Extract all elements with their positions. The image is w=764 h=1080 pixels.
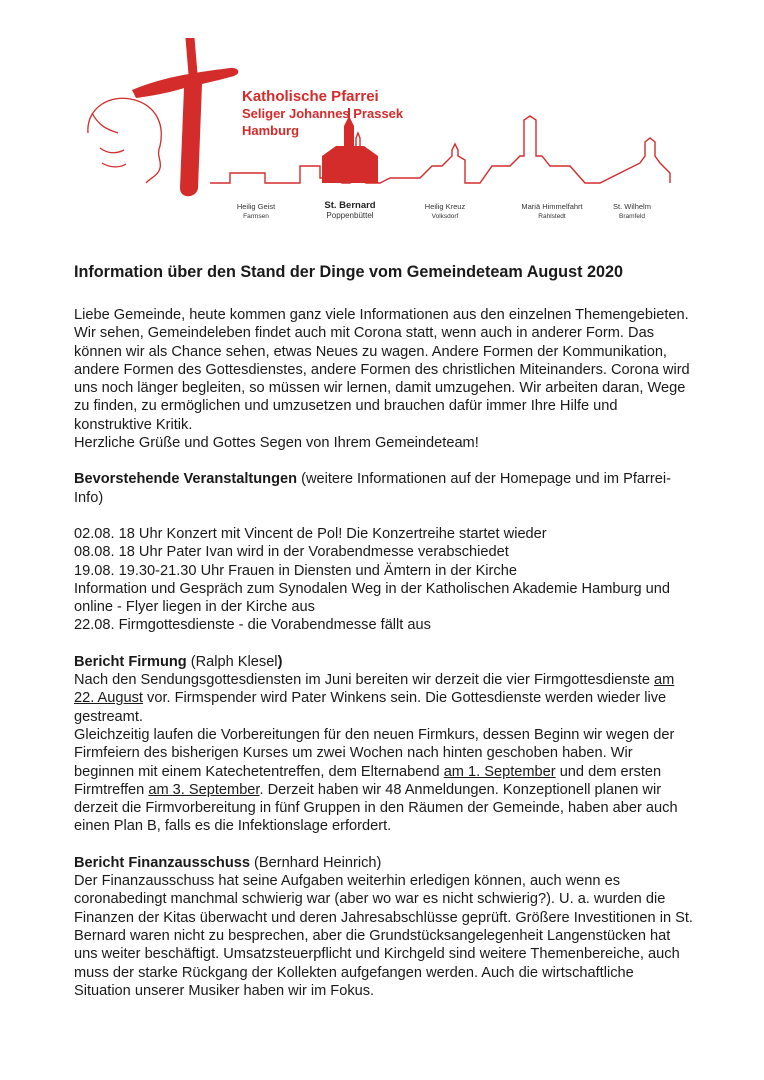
place-district: Poppenbüttel	[326, 211, 374, 220]
place-mariae-himmelfahrt	[508, 202, 596, 222]
firmung-paragraph-1	[74, 671, 694, 726]
parish-logo	[80, 38, 680, 238]
place-name: St. Wilhelm	[613, 202, 651, 211]
event-item: 02.08. 18 Uhr Konzert mit Vincent de Pol! Die Konzertreihe startet wieder	[74, 525, 547, 542]
place-name: Heilig Kreuz	[424, 202, 466, 211]
place-name: Mariä Himmelfahrt	[521, 202, 583, 211]
date-underlined: am 1. September	[443, 763, 556, 780]
document-title: Information über den Stand der Dinge vom Gemeindeteam August 2020	[74, 263, 623, 281]
finanz-paragraph: Der Finanzausschuss hat seine Aufgaben weiterhin erledigen können, auch wenn es coronabedingt manchmal schwierig war (aber wo war es nicht schwierig?). U. a. wurden die Finanzen der Kitas überwacht und deren Jahresabschlüsse geprüft. Größere Investitionen in St. Bernard waren nicht zu besprechen, aber die Grundstücksangelegenheit Langenstücken hat uns weiter beschäftigt. Umsatzsteuerpflicht und Kirchgeld sind weitere Themenbereiche, auch muss der starke Rückgang der Kollekten aufgefangen werden. Auch die wirtschaftliche Situation unserer Musiker haben wir im Fokus.	[74, 873, 693, 999]
parish-name-line3: Hamburg	[242, 123, 300, 138]
place-heilig-geist	[226, 202, 286, 222]
parish-name-line2: Seliger Johannes Prassek	[242, 106, 404, 121]
text-run: und dem ersten Firmtreffen	[74, 763, 662, 798]
place-district: Rahlstedt	[538, 213, 566, 220]
events-list	[74, 525, 694, 635]
firmung-heading: Bericht Firmung	[74, 653, 187, 670]
place-st-wilhelm	[600, 202, 664, 222]
document-body	[74, 262, 694, 1000]
parish-name-line1: Katholische Pfarrei	[242, 88, 379, 105]
text-run: Nach den Sendungsgottesdiensten im Juni bereiten wir derzeit die vier Firmgottesdienste	[74, 672, 655, 689]
intro-paragraph: Liebe Gemeinde, heute kommen ganz viele Informationen aus den einzelnen Themengebieten. Wir sehen, Gemeindeleben findet auch mit Corona statt, wenn auch in anderer Form. Das können wir als Chance sehen, etwas Neues zu wagen. Andere Formen der Kommunikation, andere Formen des Gottesdienstes, andere Formen des christlichen Miteinanders. Corona wird uns noch länger begleiten, so müssen wir lernen, damit umzugehen. Wir arbeiten daran, Wege zu finden, zu ermöglichen und umzusetzen und brauchen dafür immer Ihre Hilfe und konstruktive Kritik.	[74, 307, 690, 433]
place-district: Bramfeld	[618, 213, 645, 220]
date-underlined: am 3. September	[148, 781, 260, 798]
firmung-paragraph-2	[74, 726, 694, 836]
finanz-section-heading	[74, 854, 694, 872]
place-name: St. Bernard	[324, 200, 376, 211]
firmung-author: (Ralph Klesel	[186, 653, 278, 670]
events-note: (weitere Informationen auf der Homepage und im Pfarrei-Info)	[74, 471, 671, 506]
events-heading: Bevorstehende Veranstaltungen	[74, 471, 298, 488]
place-district: Volksdorf	[431, 213, 459, 220]
finanz-author: (Bernhard Heinrich)	[250, 854, 382, 871]
text-run: . Derzeit haben wir 48 Anmeldungen. Konzeptionell planen wir derzeit die Firmvorbereitung in fünf Gruppen in den Räumen der Gemeinde, haben aber auch einen Plan B, falls es die Infektionslage erfordert.	[74, 781, 678, 835]
firmung-author-close: )	[277, 653, 283, 670]
event-item: 19.08. 19.30-21.30 Uhr Frauen in Diensten und Ämtern in der Kirche	[74, 562, 517, 579]
parish-name	[242, 88, 403, 139]
place-heilig-kreuz	[413, 202, 477, 222]
greeting: Herzliche Grüße und Gottes Segen von Ihrem Gemeindeteam!	[74, 435, 479, 452]
place-st-bernard	[312, 201, 388, 221]
event-item: 22.08. Firmgottesdienste - die Vorabendmesse fällt aus	[74, 617, 431, 634]
event-item: Information und Gespräch zum Synodalen Weg in der Katholischen Akademie Hamburg und online - Flyer liegen in der Kirche aus	[74, 580, 670, 616]
event-item: 08.08. 18 Uhr Pater Ivan wird in der Vorabendmesse verabschiedet	[74, 544, 509, 561]
text-run: Gleichzeitig laufen die Vorbereitungen für den neuen Firmkurs, dessen Beginn wir wegen der Firmfeiern des bisherigen Kurses um zwei Wochen nach hinten geschoben haben. Wir beginnen mit einem Katechetentreffen, dem Elternabend	[74, 726, 675, 780]
place-district: Farmsen	[243, 213, 269, 220]
place-name: Heilig Geist	[236, 202, 276, 211]
firmung-section-heading	[74, 653, 694, 671]
text-run: vor. Firmspender wird Pater Winkens sein. Die Gottesdienste werden wieder live gestreamt.	[74, 690, 667, 725]
events-section-heading	[74, 470, 694, 507]
date-underlined: am 22. August	[74, 672, 675, 707]
finanz-heading: Bericht Finanzausschuss	[74, 854, 250, 871]
